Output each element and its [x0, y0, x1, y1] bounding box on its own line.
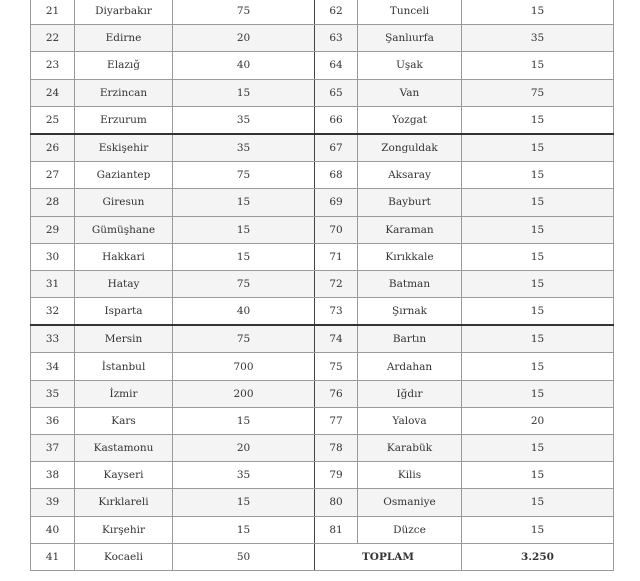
table-row: [31, 216, 614, 243]
row-number-left: 37: [31, 435, 75, 462]
row-number-left: 25: [31, 106, 75, 134]
quota-value-left: 15: [173, 216, 315, 243]
province-name-right: Şanlıurfa: [358, 25, 462, 52]
quota-value-right: 20: [462, 407, 614, 434]
province-name-right: Kilis: [358, 462, 462, 489]
province-name-left: Kırşehir: [75, 516, 173, 543]
province-name-right: Osmaniye: [358, 489, 462, 516]
row-number-right: 74: [315, 325, 358, 353]
quota-value-right: 15: [462, 162, 614, 189]
quota-value-left: 50: [173, 543, 315, 570]
row-number-left: 39: [31, 489, 75, 516]
quota-value-right: 15: [462, 380, 614, 407]
province-name-left: Kocaeli: [75, 543, 173, 570]
row-number-left: 36: [31, 407, 75, 434]
province-name-left: Hakkari: [75, 243, 173, 270]
row-number-right: 80: [315, 489, 358, 516]
quota-value-left: 75: [173, 162, 315, 189]
row-number-left: 26: [31, 134, 75, 162]
quota-value-left: 15: [173, 489, 315, 516]
quota-value-right: 15: [462, 516, 614, 543]
quota-value-right: 15: [462, 189, 614, 216]
province-name-left: Mersin: [75, 325, 173, 353]
quota-value-left: 40: [173, 52, 315, 79]
province-name-right: Bayburt: [358, 189, 462, 216]
quota-value-right: 15: [462, 243, 614, 270]
province-name-left: İstanbul: [75, 353, 173, 380]
province-name-right: Karabük: [358, 435, 462, 462]
row-number-left: 30: [31, 243, 75, 270]
row-number-right: 75: [315, 353, 358, 380]
row-number-right: 79: [315, 462, 358, 489]
quota-value-left: 15: [173, 407, 315, 434]
province-name-right: Yalova: [358, 407, 462, 434]
province-name-right: Kırıkkale: [358, 243, 462, 270]
row-number-right: 72: [315, 270, 358, 297]
province-quota-table: [30, 0, 614, 571]
table-row: [31, 243, 614, 270]
province-name-left: Edirne: [75, 25, 173, 52]
quota-value-left: 15: [173, 79, 315, 106]
row-number-left: 31: [31, 270, 75, 297]
quota-value-right: 15: [462, 52, 614, 79]
row-number-right: 62: [315, 0, 358, 25]
quota-value-right: 15: [462, 134, 614, 162]
province-name-left: Erzurum: [75, 106, 173, 134]
row-number-right: 81: [315, 516, 358, 543]
province-name-right: Aksaray: [358, 162, 462, 189]
quota-value-left: 15: [173, 516, 315, 543]
province-name-right: Yozgat: [358, 106, 462, 134]
province-name-left: Hatay: [75, 270, 173, 297]
quota-value-right: 15: [462, 0, 614, 25]
province-name-right: Karaman: [358, 216, 462, 243]
quota-value-left: 75: [173, 325, 315, 353]
quota-value-left: 20: [173, 435, 315, 462]
table-row: [31, 79, 614, 106]
province-name-right: Düzce: [358, 516, 462, 543]
quota-value-left: 35: [173, 462, 315, 489]
table-row: [31, 407, 614, 434]
province-name-left: Erzincan: [75, 79, 173, 106]
row-number-left: 41: [31, 543, 75, 570]
quota-value-right: 35: [462, 25, 614, 52]
row-number-right: 78: [315, 435, 358, 462]
table-row: [31, 325, 614, 353]
province-name-right: Şırnak: [358, 298, 462, 326]
quota-value-left: 40: [173, 298, 315, 326]
province-name-left: Gaziantep: [75, 162, 173, 189]
row-number-right: 65: [315, 79, 358, 106]
province-name-right: Uşak: [358, 52, 462, 79]
row-number-right: 70: [315, 216, 358, 243]
row-number-right: 64: [315, 52, 358, 79]
row-number-left: 28: [31, 189, 75, 216]
quota-value-left: 200: [173, 380, 315, 407]
total-value: 3.250: [462, 543, 614, 570]
table-row: [31, 298, 614, 326]
quota-value-right: 15: [462, 270, 614, 297]
province-name-left: Giresun: [75, 189, 173, 216]
table-row: [31, 270, 614, 297]
row-number-right: 67: [315, 134, 358, 162]
province-name-right: Tunceli: [358, 0, 462, 25]
province-name-left: Gümüşhane: [75, 216, 173, 243]
table-row: [31, 489, 614, 516]
quota-value-right: 15: [462, 106, 614, 134]
row-number-left: 34: [31, 353, 75, 380]
province-name-right: Bartın: [358, 325, 462, 353]
row-number-left: 23: [31, 52, 75, 79]
quota-value-left: 15: [173, 189, 315, 216]
row-number-left: 27: [31, 162, 75, 189]
quota-value-left: 35: [173, 106, 315, 134]
row-number-right: 69: [315, 189, 358, 216]
quota-value-left: 75: [173, 0, 315, 25]
row-number-left: 35: [31, 380, 75, 407]
quota-value-left: 15: [173, 243, 315, 270]
table-row: [31, 516, 614, 543]
quota-value-right: 75: [462, 79, 614, 106]
province-name-right: Batman: [358, 270, 462, 297]
province-name-right: Iğdır: [358, 380, 462, 407]
table-row: [31, 134, 614, 162]
province-name-left: Elazığ: [75, 52, 173, 79]
table-row-total: [31, 543, 614, 570]
quota-value-right: 15: [462, 325, 614, 353]
row-number-left: 32: [31, 298, 75, 326]
table-row: [31, 106, 614, 134]
quota-value-right: 15: [462, 353, 614, 380]
province-name-left: Diyarbakır: [75, 0, 173, 25]
province-name-left: Kayseri: [75, 462, 173, 489]
province-name-left: Isparta: [75, 298, 173, 326]
table-body: [31, 0, 614, 570]
table-row: [31, 353, 614, 380]
row-number-left: 24: [31, 79, 75, 106]
province-name-left: Kars: [75, 407, 173, 434]
table-row: [31, 0, 614, 25]
quota-value-left: 20: [173, 25, 315, 52]
quota-value-right: 15: [462, 298, 614, 326]
row-number-left: 33: [31, 325, 75, 353]
table-row: [31, 189, 614, 216]
quota-value-right: 15: [462, 489, 614, 516]
table-row: [31, 462, 614, 489]
province-name-left: Eskişehir: [75, 134, 173, 162]
table-row: [31, 435, 614, 462]
table-row: [31, 380, 614, 407]
quota-value-left: 35: [173, 134, 315, 162]
table-row: [31, 25, 614, 52]
province-name-left: Kırklareli: [75, 489, 173, 516]
province-name-left: Kastamonu: [75, 435, 173, 462]
quota-value-right: 15: [462, 462, 614, 489]
total-label: TOPLAM: [315, 543, 462, 570]
province-name-left: İzmir: [75, 380, 173, 407]
quota-value-left: 75: [173, 270, 315, 297]
row-number-right: 68: [315, 162, 358, 189]
row-number-right: 71: [315, 243, 358, 270]
table-row: [31, 52, 614, 79]
row-number-right: 66: [315, 106, 358, 134]
row-number-right: 73: [315, 298, 358, 326]
province-name-right: Zonguldak: [358, 134, 462, 162]
row-number-left: 29: [31, 216, 75, 243]
quota-value-right: 15: [462, 216, 614, 243]
quota-table-container: [30, 0, 613, 571]
quota-value-right: 15: [462, 435, 614, 462]
row-number-left: 22: [31, 25, 75, 52]
table-row: [31, 162, 614, 189]
row-number-left: 38: [31, 462, 75, 489]
row-number-right: 63: [315, 25, 358, 52]
province-name-right: Ardahan: [358, 353, 462, 380]
row-number-left: 21: [31, 0, 75, 25]
quota-value-left: 700: [173, 353, 315, 380]
province-name-right: Van: [358, 79, 462, 106]
row-number-right: 77: [315, 407, 358, 434]
row-number-right: 76: [315, 380, 358, 407]
row-number-left: 40: [31, 516, 75, 543]
